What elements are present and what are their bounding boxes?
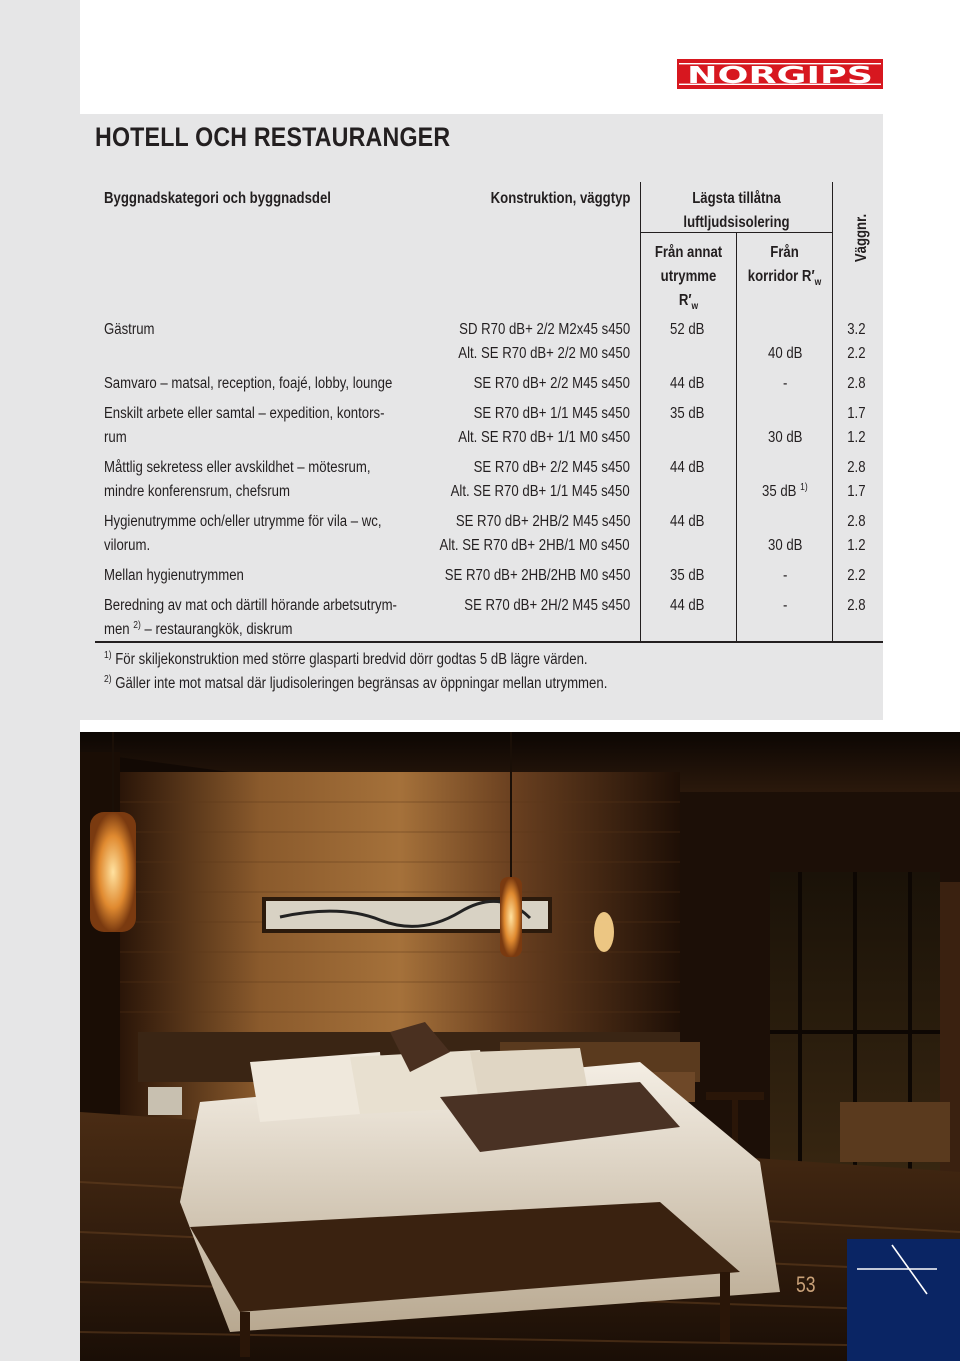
row-enskilt-wallno-1: 1.7 (847, 405, 866, 422)
page-title: HOTELL OCH RESTAURANGER (95, 122, 451, 152)
page-number: 53 (796, 1272, 816, 1297)
logo-text: NORGIPS (687, 63, 873, 89)
row-beredning-category-1: Beredning av mat och därtill hörande arbetsutrym- (104, 597, 397, 614)
row-beredning-other: 44 dB (670, 597, 705, 614)
row-hygien-wallno-2: 1.2 (847, 537, 866, 554)
row-mattlig-construction-2: Alt. SE R70 dB+ 1/1 M45 s450 (450, 483, 630, 500)
wall-niche-light (594, 912, 614, 952)
header-other-room-2: utrymme (660, 268, 717, 285)
row-mellan-category: Mellan hygienutrymmen (104, 567, 244, 584)
armchair (840, 1102, 950, 1162)
wall-control-panel (148, 1087, 182, 1115)
footnote-2-mark: 2) (104, 673, 112, 685)
header-other-room-3 (648, 289, 729, 313)
row-beredning-construction: SE R70 dB+ 2H/2 M45 s450 (464, 597, 630, 614)
row-enskilt-construction-2: Alt. SE R70 dB+ 1/1 M0 s450 (458, 429, 630, 446)
row-samvaro-category: Samvaro – matsal, reception, foajé, lobby, lounge (104, 375, 393, 392)
row-beredning-wallno: 2.8 (847, 597, 866, 614)
header-corridor-1: Från (770, 244, 799, 261)
row-enskilt-wallno-2: 1.2 (847, 429, 866, 446)
row-enskilt-other: 35 dB (670, 405, 705, 422)
row-gastrum-other: 52 dB (670, 321, 705, 338)
row-gastrum-wallno-2: 2.2 (847, 345, 866, 362)
row-gastrum-construction-1: SD R70 dB+ 2/2 M2x45 s450 (458, 321, 630, 338)
row-mattlig-other: 44 dB (670, 459, 705, 476)
row-mattlig-corridor-value: 35 dB (762, 483, 797, 500)
row-mellan-corridor: - (783, 567, 788, 584)
row-hygien-wallno-1: 2.8 (847, 513, 866, 530)
header-other-room-1: Från annat (654, 244, 723, 261)
header-wall-number-label: Väggnr. (853, 213, 870, 263)
row-enskilt-construction-1: SE R70 dB+ 1/1 M45 s450 (473, 405, 630, 422)
row-gastrum-corridor: 40 dB (768, 345, 803, 362)
row-samvaro-other: 44 dB (670, 375, 705, 392)
row-samvaro-wallno: 2.8 (847, 375, 866, 392)
row-enskilt-category-2: rum (104, 429, 127, 446)
row-hygien-category-1: Hygienutrymme och/eller utrymme för vila – wc, (104, 513, 382, 530)
header-category: Byggnadskategori och byggnadsdel (104, 190, 331, 207)
row-samvaro-corridor: - (783, 375, 788, 392)
row-hygien-construction-2: Alt. SE R70 dB+ 2HB/1 M0 s450 (439, 537, 630, 554)
left-margin-band (0, 0, 80, 1361)
hotel-room-photo (80, 732, 960, 1361)
footnote-2-text: Gäller inte mot matsal där ljudisoleringen begränsas av öppningar mellan utrymmen. (115, 675, 608, 692)
row-mattlig-wallno-1: 2.8 (847, 459, 866, 476)
row-mattlig-construction-1: SE R70 dB+ 2/2 M45 s450 (473, 459, 630, 476)
header-min-isolation-2: luftljudsisolering (683, 214, 790, 231)
table-divider-corridor (832, 182, 833, 642)
row-mattlig-wallno-2: 1.7 (847, 483, 866, 500)
side-table-top (706, 1092, 764, 1100)
row-beredning-corridor: - (783, 597, 788, 614)
row-samvaro-construction: SE R70 dB+ 2/2 M45 s450 (473, 375, 630, 392)
page-number-badge (847, 1239, 960, 1361)
header-corridor-sub: w (814, 277, 822, 289)
row-gastrum-wallno-1: 3.2 (847, 321, 866, 338)
row-gastrum-category: Gästrum (104, 321, 155, 338)
row-mellan-other: 35 dB (670, 567, 705, 584)
table-divider-other (736, 232, 737, 642)
row-mattlig-corridor (762, 480, 808, 504)
footnote-1-text: För skiljekonstruktion med större glasparti bredvid dörr godtas 5 dB lägre värden. (115, 651, 588, 668)
row-beredning-footnote-mark: 2) (133, 619, 141, 631)
table-divider-construction (640, 182, 641, 642)
header-wall-number (848, 198, 876, 278)
footnote-1-mark: 1) (104, 649, 112, 661)
footnote-2 (104, 672, 607, 696)
header-construction: Konstruktion, väggtyp (490, 190, 630, 207)
row-enskilt-corridor: 30 dB (768, 429, 803, 446)
title-band (80, 114, 883, 158)
row-beredning-category-2 (104, 618, 292, 642)
row-beredning-category-2a: men (104, 621, 130, 638)
pendant-lamp-left (90, 812, 136, 932)
header-corridor-symbol: korridor R′ (747, 268, 815, 285)
footnote-1 (104, 648, 588, 672)
row-enskilt-category-1: Enskilt arbete eller samtal – expedition, kontors- (104, 405, 385, 422)
pendant-lamp-right (500, 877, 522, 957)
row-hygien-construction-1: SE R70 dB+ 2HB/2 M45 s450 (455, 513, 630, 530)
header-corridor-2 (744, 265, 825, 289)
norgips-logo (676, 56, 884, 92)
row-mellan-construction: SE R70 dB+ 2HB/2HB M0 s450 (444, 567, 630, 584)
corner-mark-icon (847, 1239, 960, 1361)
row-hygien-corridor: 30 dB (768, 537, 803, 554)
row-mattlig-category-2: mindre konferensrum, chefsrum (104, 483, 290, 500)
header-other-room-symbol: R′ (678, 292, 692, 309)
row-mattlig-category-1: Måttlig sekretess eller avskildhet – mötesrum, (104, 459, 371, 476)
row-hygien-other: 44 dB (670, 513, 705, 530)
row-beredning-category-2b: – restaurangkök, diskrum (140, 621, 293, 638)
row-hygien-category-2: vilorum. (104, 537, 151, 554)
header-min-isolation-1: Lägsta tillåtna (692, 190, 781, 207)
header-other-room-sub: w (691, 301, 699, 313)
row-gastrum-construction-2: Alt. SE R70 dB+ 2/2 M0 s450 (458, 345, 630, 362)
row-mattlig-footnote-mark: 1) (800, 481, 808, 493)
row-mellan-wallno: 2.2 (847, 567, 866, 584)
